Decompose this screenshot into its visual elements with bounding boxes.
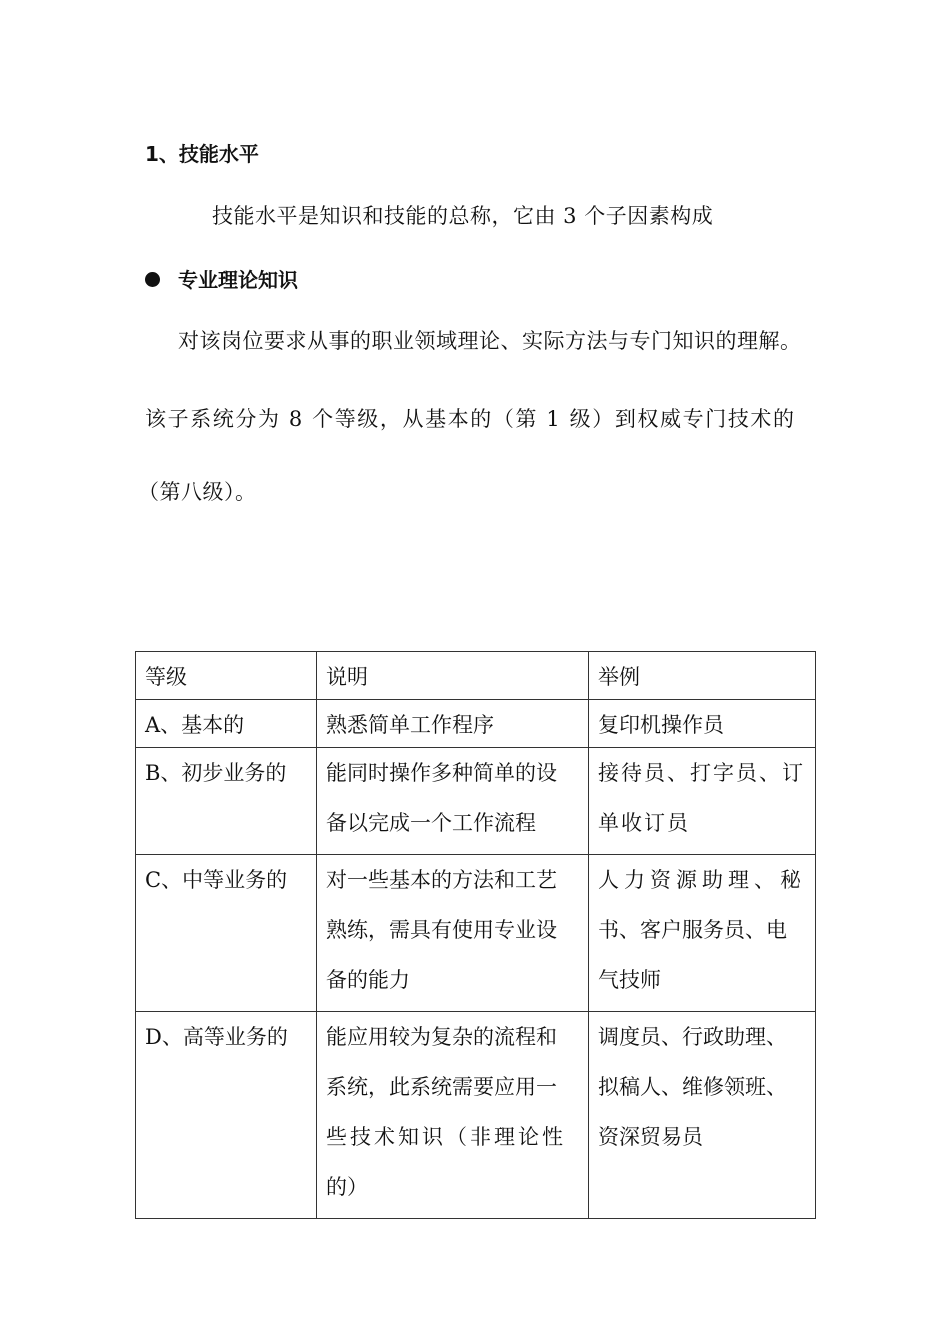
example-line: 复印机操作员 — [598, 713, 724, 737]
description-line: 备的能力 — [326, 968, 410, 992]
skill-level-table — [135, 651, 816, 1219]
paragraph-line-3: （第八级）。 — [138, 480, 257, 504]
example-line: 接待员、打字员、订 — [598, 761, 805, 785]
header-cell-example: 举例 — [589, 652, 816, 700]
description-line: 熟悉简单工作程序 — [326, 713, 494, 737]
example-line: 资深贸易员 — [598, 1125, 703, 1149]
description-line: 熟练，需具有使用专业设 — [326, 918, 557, 942]
example-cell — [589, 855, 816, 1012]
header-cell-level: 等级 — [136, 652, 317, 700]
bullet-item — [145, 264, 298, 293]
level-cell: B、初步业务的 — [136, 748, 317, 855]
example-cell — [589, 748, 816, 855]
bullet-heading: 专业理论知识 — [178, 268, 298, 292]
example-line: 调度员、行政助理、 — [598, 1025, 787, 1049]
description-line: 能同时操作多种简单的设 — [326, 761, 557, 785]
example-cell — [589, 1012, 816, 1219]
paragraph-line-2: 该子系统分为 8 个等级，从基本的（第 1 级）到权威专门技术的 — [145, 407, 796, 431]
description-line: 系统，此系统需要应用一 — [326, 1075, 557, 1099]
section-heading: 1、技能水平 — [145, 142, 259, 166]
example-cell — [589, 700, 816, 748]
header-cell-description: 说明 — [317, 652, 589, 700]
intro-text: 技能水平是知识和技能的总称，它由 3 个子因素构成 — [212, 204, 714, 228]
description-cell — [317, 700, 589, 748]
description-line: 备以完成一个工作流程 — [326, 811, 536, 835]
description-line: 对一些基本的方法和工艺 — [326, 868, 557, 892]
bullet-icon — [145, 272, 160, 287]
example-line: 人力资源助理、秘 — [598, 868, 806, 892]
paragraph-line-1: 对该岗位要求从事的职业领域理论、实际方法与专门知识的理解。 — [178, 329, 802, 353]
table-row — [136, 700, 816, 748]
description-line: 能应用较为复杂的流程和 — [326, 1025, 557, 1049]
example-line: 拟稿人、维修领班、 — [598, 1075, 787, 1099]
table-header-row — [136, 652, 816, 700]
description-cell — [317, 855, 589, 1012]
example-line: 单收订员 — [598, 811, 690, 835]
level-cell: D、高等业务的 — [136, 1012, 317, 1219]
description-cell — [317, 748, 589, 855]
table-row — [136, 748, 816, 855]
level-cell: C、中等业务的 — [136, 855, 317, 1012]
description-cell — [317, 1012, 589, 1219]
table-row — [136, 1012, 816, 1219]
example-line: 气技师 — [598, 968, 661, 992]
level-cell: A、基本的 — [136, 700, 317, 748]
description-line: 的） — [326, 1175, 368, 1199]
example-line: 书、客户服务员、电 — [598, 918, 787, 942]
table-row — [136, 855, 816, 1012]
description-line: 些技术知识（非理论性 — [326, 1125, 566, 1149]
